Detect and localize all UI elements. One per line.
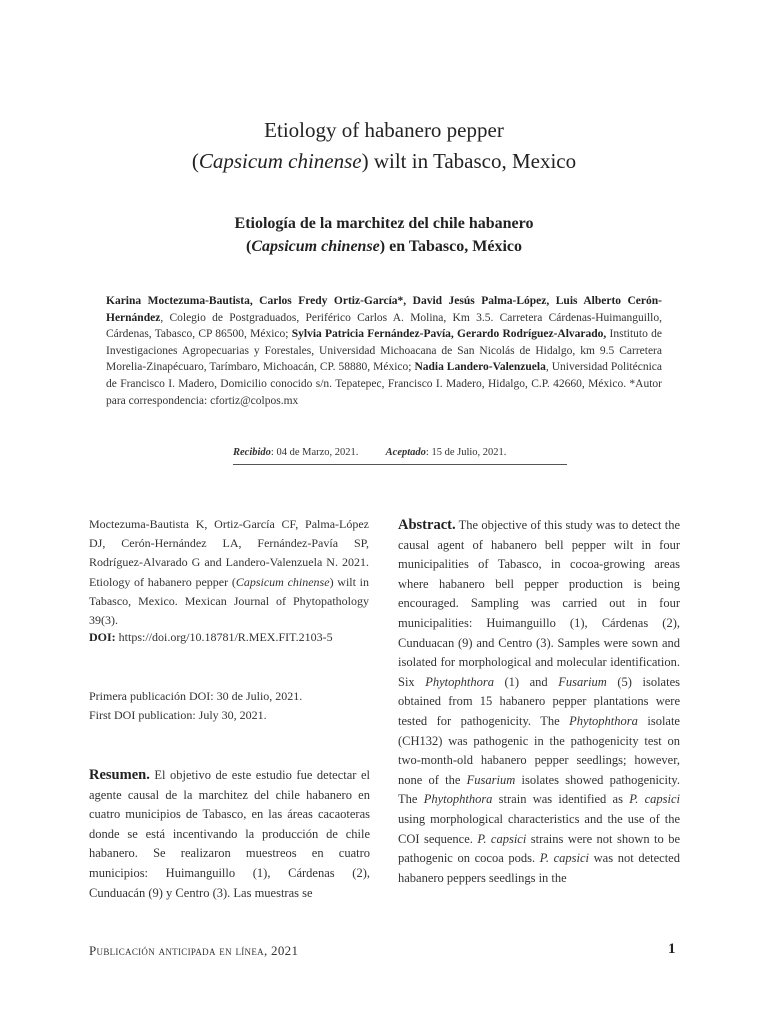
paper-title-es bbox=[0, 212, 768, 258]
species-name: Capsicum chinense bbox=[198, 149, 362, 173]
abstract-heading: Abstract. bbox=[398, 517, 456, 533]
accepted-date: : 15 de Julio, 2021. bbox=[425, 447, 507, 458]
title-line-2: (Capsicum chinense) wilt in Tabasco, Mexico bbox=[191, 149, 577, 173]
doi-label: DOI: bbox=[89, 630, 116, 644]
running-footer: Publicación anticipada en línea, 2021 bbox=[89, 943, 299, 958]
affiliation-1: , Colegio de Postgraduados, Periférico Carlos A. Molina, Km 3.5. Carretera Cárdenas-Huimanguillo, Cárdenas, Tabasco, CP 86500, México; bbox=[106, 311, 662, 341]
abstract-text: Abstract. The objective of this study was to detect the causal agent of habanero bell pepper wilt in four municipalities of Tabasco, in cocoa-growing areas where habanero bell pepper production is being encouraged. Sampling was carried out in four municipalities: Huimanguillo (1), Cárdenas (2), Cunduacan (9) and Centro (3). Samples were sown and isolated for morphological and molecular identification. Six Phytophthora (1) and Fusarium (5) isolates obtained from 15 habanero pepper plantations were tested for pathogenicity. The Phytophthora isolate (CH132) was pathogenic in the pathogenicity test on two-month-old habanero pepper seedlings; however, none of the Fusarium isolates showed pathogenicity. The Phytophthora strain was identified as P. capsici using morphological characteristics and the use of the COI sequence. P. capsici strains were not shown to be pathogenic on cocoa pods. P. capsici was not detected habanero peppers seedlings in the bbox=[398, 517, 681, 885]
submission-dates bbox=[233, 447, 567, 458]
author-affiliations bbox=[106, 293, 662, 409]
page-number: 1 bbox=[668, 941, 676, 957]
subtitle-line-2: (Capsicum chinense) en Tabasco, México bbox=[245, 238, 522, 255]
species-name: Capsicum chinense bbox=[251, 238, 380, 255]
accepted-label: Aceptado bbox=[385, 447, 426, 458]
resumen-heading: Resumen. bbox=[89, 767, 150, 783]
title-line-1: Etiology of habanero pepper bbox=[264, 118, 504, 142]
paper-title-en bbox=[0, 115, 768, 177]
author-group-3: Nadia Landero-Valenzuela bbox=[414, 361, 546, 374]
resumen-text: Resumen. El objetivo de este estudio fue detectar el agente causal de la marchitez del chile habanero en cuatro municipios de Tabasco, en las áreas cacaoteras donde se está incentivando la producción de chile habanero. Se realizaron muestreos en cuatro municipios: Huimanguillo (1), Cárdenas (2), Cunduacán (9) y Centro (3). Las muestras se bbox=[89, 767, 370, 900]
received-date: : 04 de Marzo, 2021. bbox=[270, 447, 359, 458]
publication-date-es: Primera publicación DOI: 30 de Julio, 2021. bbox=[89, 689, 303, 703]
affiliation-3: , Universidad Politécnica de Francisco I. Madero, Domicilio conocido s/n. Tepatepec, Francisco I. Madero, Hidalgo, C.P. 42660, México. *Autor para correspondencia: cfortiz@colpos.mx bbox=[106, 361, 662, 407]
subtitle-line-1: Etiología de la marchitez del chile habanero bbox=[234, 215, 534, 232]
dates-divider bbox=[233, 464, 567, 465]
received-label: Recibido bbox=[233, 447, 271, 458]
doi-link[interactable]: https://doi.org/10.18781/R.MEX.FIT.2103-5 bbox=[115, 630, 333, 644]
affiliation-2: Instituto de Investigaciones Agropecuarias y Forestales, Universidad Michoacana de San Nicolás de Hidalgo, km 9.5 Carretera Morelia-Zinapécuaro, Tarímbaro, Michoacán, CP. 58880, México; bbox=[106, 328, 662, 374]
publication-date-en: First DOI publication: July 30, 2021. bbox=[89, 708, 267, 722]
author-group-2: Sylvia Patricia Fernández-Pavía, Gerardo Rodríguez-Alvarado, bbox=[291, 328, 607, 341]
citation-block: Moctezuma-Bautista K, Ortiz-García CF, Palma-López DJ, Cerón-Hernández LA, Fernández-Pavía SP, Rodríguez-Alvarado G and Landero-Valenzuela N. 2021. Etiology of habanero pepper (Capsicum chinense) wilt in Tabasco, Mexico. Mexican Journal of Phytopathology 39(3). bbox=[89, 517, 370, 628]
author-group-1: Karina Moctezuma-Bautista, Carlos Fredy Ortiz-García*, David Jesús Palma-López, Luis Alberto Cerón-Hernández bbox=[106, 295, 662, 324]
doi-line bbox=[89, 630, 369, 645]
